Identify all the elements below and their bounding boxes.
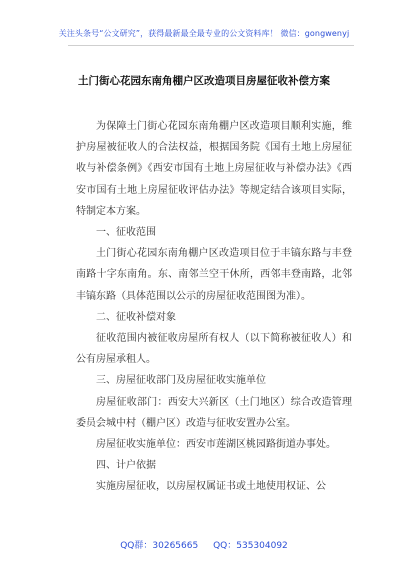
paragraph-objects: 征收范围内被征收房屋所有权人（以下简称被征收人）和公有房屋承租人。: [76, 333, 352, 366]
header-promo-note: 关注头条号“公文研究”，获得最新最全最专业的公文资料库！ 微信：gongwenyj: [58, 29, 350, 38]
paragraph-intro: 为保障土门街心花园东南角棚户区改造项目顺利实施，维护房屋被征收人的合法权益，根据国务院《国有土地上房屋征收与补偿条例》《西安市国有土地上房屋征收与补偿办法》《西安市国有土地上房屋征收评估办法》等规定结合该项目实际，特制定本方案。: [76, 121, 352, 217]
paragraph-basis: 实施房屋征收，以房屋权属证书或土地使用权证、公: [96, 481, 326, 493]
footer-qq-group: QQ群：30265665: [120, 541, 199, 551]
document-title: 土门街心花园东南角棚户区改造项目房屋征收补偿方案: [78, 75, 330, 87]
document-body: [76, 116, 352, 498]
paragraph-department: 房屋征收部门：西安大兴新区（土门地区）综合改造管理委员会城中村（棚户区）改造与征收安置办公室。: [76, 396, 352, 429]
paragraph-scope: 土门街心花园东南角棚户区改造项目位于丰镐东路与丰登南路十字东南角。东、南邻兰空干休所，西邻丰登南路，北邻丰镐东路（具体范围以公示的房屋征收范围图为准）。: [76, 248, 352, 302]
footer-contact: [0, 538, 408, 551]
section-heading-scope: 一、征收范围: [96, 227, 156, 239]
paragraph-implementer: 房屋征收实施单位：西安市莲湖区桃园路街道办事处。: [96, 439, 336, 451]
section-heading-objects: 二、征收补偿对象: [96, 311, 176, 323]
section-heading-departments: 三、房屋征收部门及房屋征收实施单位: [96, 375, 266, 387]
footer-qq-number: QQ：535304092: [213, 541, 288, 551]
header-divider: [68, 45, 354, 46]
section-heading-basis: 四、计户依据: [96, 460, 156, 472]
